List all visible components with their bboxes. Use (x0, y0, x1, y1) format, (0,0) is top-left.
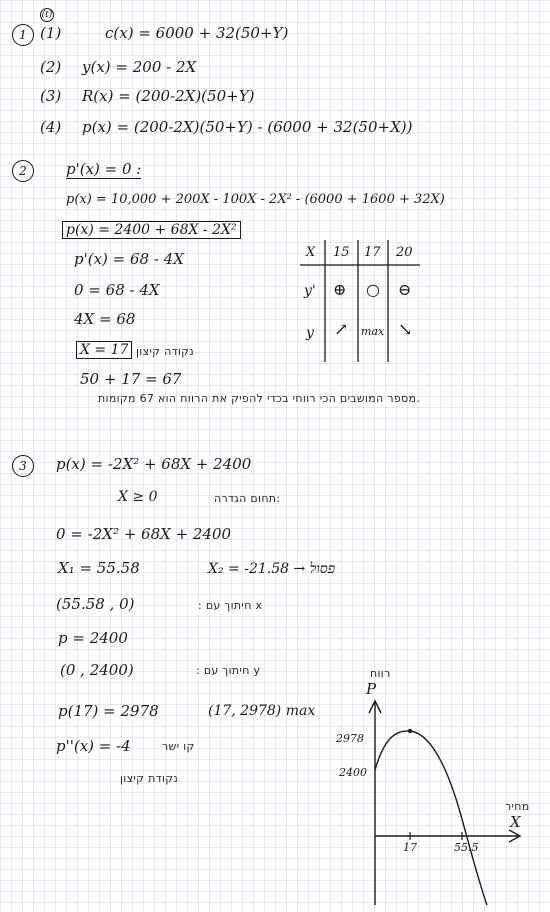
p-at-17: p(17) = 2978 (58, 702, 159, 720)
part1-line1-num: (1) (40, 24, 62, 42)
part-2-label: 2 (19, 164, 27, 178)
graph-y-label: P (366, 680, 377, 698)
max-point: (17, 2978) max (208, 703, 316, 719)
part1-line1: c(x) = 6000 + 32(50+Y) (105, 24, 289, 42)
table-row2-17: max (361, 325, 385, 338)
part1-line4-num: (4) (40, 118, 62, 136)
p-at-zero: p = 2400 (58, 629, 128, 647)
table-header-x: X (306, 245, 316, 260)
part1-line3-num: (3) (40, 87, 62, 105)
max-dot (408, 729, 412, 733)
derivative-zero: 0 = 68 - 4X (74, 281, 160, 299)
second-derivative-note: קו ישר (162, 740, 195, 753)
graph-y-top-label: רווח (370, 667, 391, 680)
price-sum: 50 + 17 = 67 (80, 370, 182, 388)
table-row2-20: ↘ (398, 320, 413, 340)
table-row1-20: ⊖ (398, 280, 412, 299)
graph-tick-2978: 2978 (336, 732, 364, 745)
graph-tick-2400: 2400 (339, 766, 367, 779)
second-derivative: p''(x) = -4 (56, 737, 131, 755)
root-equation: 0 = -2X² + 68X + 2400 (56, 525, 232, 543)
x-intercept-label: : חיתוך עם x (198, 599, 263, 612)
conclusion-text: מספר המושבים הכי רווחי בכדי להפיק את הרווח הוא 67 מקומות. (98, 392, 421, 405)
profit-expansion: p(x) = 10,000 + 200X - 100X - 2X² - (6000 + 1600 + 32X) (66, 192, 445, 207)
graph-x-right-label: מחיר (505, 800, 530, 813)
profit-derivative: p'(x) = 68 - 4X (74, 250, 184, 268)
profit-simplified: p(x) = 2400 + 68X - 2X² (62, 221, 241, 239)
table-row1-17: ○ (366, 280, 380, 299)
table-row2-15: ↗ (334, 320, 349, 340)
part1-line2-num: (2) (40, 58, 62, 76)
solve-step: 4X = 68 (74, 310, 136, 328)
root-x1: X₁ = 55.58 (58, 559, 140, 577)
part1-line4: p(x) = (200-2X)(50+Y) - (6000 + 32(50+X)) (82, 118, 413, 136)
solution-note: נקודה קיצון (136, 345, 194, 358)
part1-line3: R(x) = (200-2X)(50+Y) (82, 87, 255, 105)
graph-x-label: X (510, 813, 521, 831)
domain-label: תחום הגדרה: (214, 492, 281, 505)
question-marker-text: (t) (41, 10, 53, 20)
y-intercept: (0 , 2400) (60, 661, 134, 679)
table-row1-15: ⊕ (333, 280, 347, 299)
part-3-label: 3 (19, 459, 27, 473)
profit-function: p(x) = -2X² + 68X + 2400 (56, 455, 252, 473)
graph-tick-55-label: 55.5 (454, 841, 479, 854)
y-intercept-label: : חיתוך עם y (196, 664, 261, 677)
table-header-20: 20 (396, 245, 413, 260)
derivative-condition: p'(x) = 0 : (66, 160, 142, 178)
part1-line2: y(x) = 200 - 2X (82, 58, 197, 76)
root-x2: X₂ = -21.58 → פסול (208, 561, 336, 577)
table-header-15: 15 (333, 245, 350, 260)
solution-x: X = 17 (76, 341, 132, 359)
domain: X ≥ 0 (118, 489, 158, 505)
table-row2-label: y (306, 325, 314, 341)
part-1-label: 1 (19, 28, 27, 42)
x-intercept: (55.58 , 0) (56, 595, 135, 613)
table-header-17: 17 (364, 245, 381, 260)
second-derivative-note2: נקודת קיצון (120, 772, 179, 785)
profit-curve (375, 731, 487, 905)
table-row1-label: y' (304, 283, 316, 299)
graph-tick-17-label: 17 (403, 841, 417, 854)
